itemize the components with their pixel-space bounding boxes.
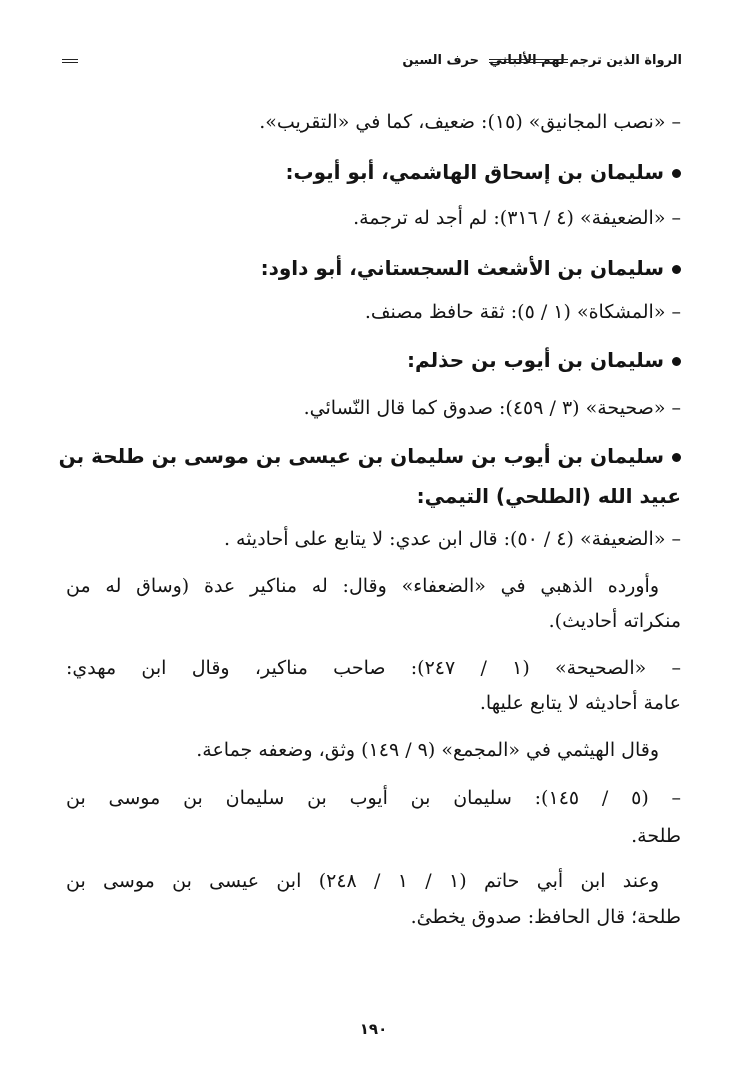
- text-line: طلحة.: [631, 825, 681, 847]
- heading-text: سليمان بن الأشعث السجستاني، أبو داود:: [260, 256, 664, 280]
- bullet-icon: [672, 453, 681, 462]
- bullet-icon: [672, 265, 681, 274]
- text-line: – «المشكاة» (١ / ٥): ثقة حافظ مصنف.: [364, 301, 681, 323]
- text-line: وقال الهيثمي في «المجمع» (٩ / ١٤٩) وثق، وضعفه جماعة.: [196, 739, 659, 761]
- text-line: – «صحيحة» (٣ / ٤٥٩): صدوق كما قال النّسائي.: [303, 397, 681, 419]
- narrator-heading: [407, 345, 681, 375]
- text-line: عامة أحاديثه لا يتابع عليها.: [479, 692, 681, 714]
- heading-text: سليمان بن إسحاق الهاشمي، أبو أيوب:: [285, 160, 664, 184]
- heading-continuation: عبيد الله (الطلحي) التيمي:: [416, 484, 681, 508]
- text-line: منكراته أحاديث).: [548, 610, 681, 632]
- narrator-heading: [261, 253, 681, 283]
- header-title: الرواة الذين ترجم لهم الألباني: [489, 53, 682, 68]
- narrator-heading: [58, 441, 681, 471]
- page-number: ١٩٠: [359, 1020, 388, 1038]
- bullet-icon: [672, 169, 681, 178]
- text-line: – «الضعيفة» (٤ / ٣١٦): لم أجد له ترجمة.: [353, 207, 681, 229]
- narrator-heading: [285, 157, 681, 187]
- header-chapter: حرف السين: [402, 53, 479, 68]
- text-line: وأورده الذهبي في «الضعفاء» وقال: له مناكير عدة (وساق له من: [66, 575, 659, 597]
- heading-text: سليمان بن أيوب بن حذلم:: [406, 348, 664, 372]
- bullet-icon: [672, 357, 681, 366]
- text-line: – «نصب المجانيق» (١٥): ضعيف، كما في «التقريب».: [259, 111, 681, 133]
- heading-text: سليمان بن أيوب بن سليمان بن عيسى بن موسى بن طلحة بن: [58, 444, 664, 468]
- text-line: وعند ابن أبي حاتم (١ / ١ / ٢٤٨) ابن عيسى بن موسى بن: [66, 870, 660, 892]
- header-rule: [489, 59, 568, 63]
- text-line: – (٥ / ١٤٥): سليمان بن أيوب بن سليمان بن موسى بن: [66, 787, 682, 809]
- header-rule-end: [62, 59, 78, 63]
- text-line: – «الصحيحة» (١ / ٢٤٧): صاحب مناكير، وقال ابن مهدي:: [66, 657, 682, 679]
- text-line: – «الضعيفة» (٤ / ٥٠): قال ابن عدي: لا يتابع على أحاديثه .: [223, 528, 681, 550]
- running-header: [62, 50, 682, 72]
- text-line: طلحة؛ قال الحافظ: صدوق يخطئ.: [410, 906, 681, 928]
